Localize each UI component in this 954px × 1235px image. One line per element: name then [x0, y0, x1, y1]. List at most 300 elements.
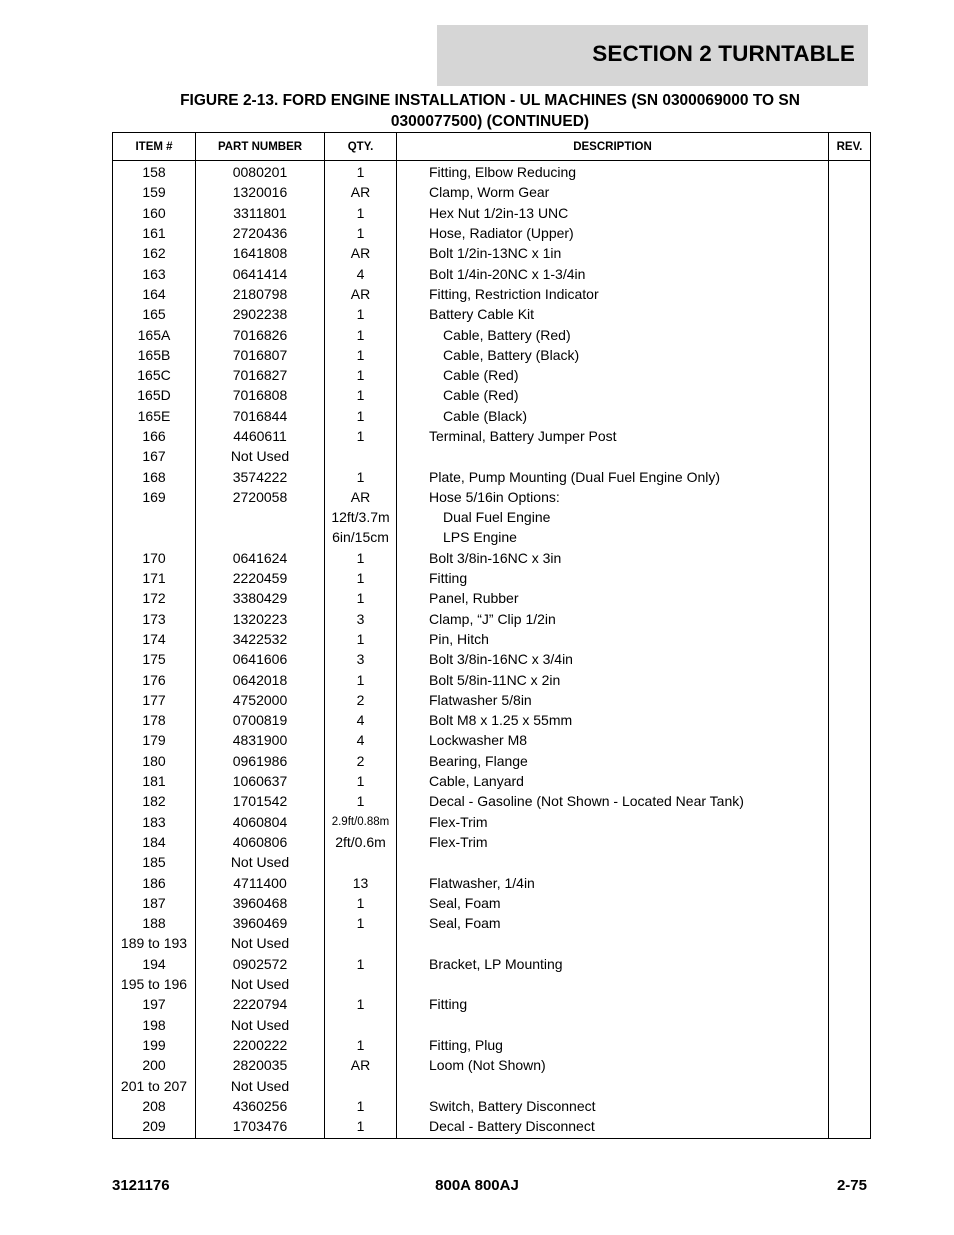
- description-cell: Decal - Battery Disconnect: [397, 1116, 829, 1139]
- figure-title: [100, 90, 880, 132]
- rev-cell: [829, 751, 871, 771]
- table-row: [113, 223, 871, 243]
- description-cell: LPS Engine: [397, 527, 829, 547]
- description-cell: Switch, Battery Disconnect: [397, 1096, 829, 1116]
- description-cell: [397, 933, 829, 953]
- qty-cell: 1: [325, 588, 397, 608]
- description-cell: Seal, Foam: [397, 893, 829, 913]
- qty-cell: 12ft/3.7m: [325, 507, 397, 527]
- rev-cell: [829, 812, 871, 832]
- part-number-cell: 2220459: [196, 568, 325, 588]
- qty-cell: [325, 933, 397, 953]
- item-cell: 184: [113, 832, 196, 852]
- table-row: [113, 629, 871, 649]
- description-cell: Flatwasher, 1/4in: [397, 872, 829, 892]
- table-row: [113, 609, 871, 629]
- item-cell: 165E: [113, 406, 196, 426]
- rev-cell: [829, 284, 871, 304]
- item-cell: [113, 527, 196, 547]
- item-cell: 187: [113, 893, 196, 913]
- description-cell: Flex-Trim: [397, 832, 829, 852]
- description-cell: [397, 1075, 829, 1095]
- description-cell: [397, 974, 829, 994]
- rev-cell: [829, 406, 871, 426]
- item-cell: 165C: [113, 365, 196, 385]
- item-cell: 165: [113, 304, 196, 324]
- rev-cell: [829, 710, 871, 730]
- table-row: [113, 933, 871, 953]
- description-cell: Bolt 3/8in-16NC x 3in: [397, 548, 829, 568]
- item-cell: 165A: [113, 324, 196, 344]
- table-row: [113, 1116, 871, 1139]
- description-cell: Hose 5/16in Options:: [397, 487, 829, 507]
- description-cell: Bolt 1/2in-13NC x 1in: [397, 243, 829, 263]
- rev-cell: [829, 913, 871, 933]
- rev-cell: [829, 690, 871, 710]
- table-row: [113, 730, 871, 750]
- rev-cell: [829, 527, 871, 547]
- rev-cell: [829, 649, 871, 669]
- part-number-cell: Not Used: [196, 1014, 325, 1034]
- part-number-cell: 4711400: [196, 872, 325, 892]
- table-row: [113, 203, 871, 223]
- table-row: [113, 974, 871, 994]
- item-cell: 200: [113, 1055, 196, 1075]
- qty-cell: AR: [325, 243, 397, 263]
- part-number-cell: Not Used: [196, 974, 325, 994]
- qty-cell: 1: [325, 365, 397, 385]
- table-row: [113, 507, 871, 527]
- description-cell: Fitting, Plug: [397, 1035, 829, 1055]
- table-row: [113, 812, 871, 832]
- description-cell: Bolt 3/8in-16NC x 3/4in: [397, 649, 829, 669]
- qty-cell: 1: [325, 669, 397, 689]
- description-cell: Fitting, Elbow Reducing: [397, 161, 829, 183]
- table-row: [113, 690, 871, 710]
- item-cell: 198: [113, 1014, 196, 1034]
- item-cell: 169: [113, 487, 196, 507]
- rev-cell: [829, 1116, 871, 1139]
- rev-cell: [829, 974, 871, 994]
- rev-cell: [829, 629, 871, 649]
- part-number-cell: 7016826: [196, 324, 325, 344]
- item-cell: 173: [113, 609, 196, 629]
- item-cell: 209: [113, 1116, 196, 1139]
- qty-cell: 1: [325, 385, 397, 405]
- table-row: [113, 324, 871, 344]
- item-cell: 175: [113, 649, 196, 669]
- part-number-cell: 0641414: [196, 263, 325, 283]
- part-number-cell: 3574222: [196, 466, 325, 486]
- table-row: [113, 365, 871, 385]
- section-banner: [437, 25, 868, 86]
- table-row: [113, 466, 871, 486]
- qty-cell: 1: [325, 426, 397, 446]
- item-cell: 158: [113, 161, 196, 183]
- table-row: [113, 1096, 871, 1116]
- qty-cell: 1: [325, 324, 397, 344]
- part-number-cell: 4752000: [196, 690, 325, 710]
- item-cell: 167: [113, 446, 196, 466]
- description-cell: Fitting, Restriction Indicator: [397, 284, 829, 304]
- description-cell: Battery Cable Kit: [397, 304, 829, 324]
- footer-page-number: 2-75: [836, 1177, 867, 1194]
- description-cell: Bolt 5/8in-11NC x 2in: [397, 669, 829, 689]
- part-number-cell: Not Used: [196, 1075, 325, 1095]
- table-row: [113, 1035, 871, 1055]
- table-row: [113, 304, 871, 324]
- item-cell: 179: [113, 730, 196, 750]
- item-cell: 174: [113, 629, 196, 649]
- qty-cell: 4: [325, 263, 397, 283]
- rev-cell: [829, 446, 871, 466]
- description-cell: Seal, Foam: [397, 913, 829, 933]
- qty-cell: AR: [325, 487, 397, 507]
- rev-cell: [829, 324, 871, 344]
- item-cell: 181: [113, 771, 196, 791]
- item-cell: 161: [113, 223, 196, 243]
- table-row: [113, 751, 871, 771]
- table-row: [113, 1075, 871, 1095]
- qty-cell: 1: [325, 954, 397, 974]
- part-number-cell: 1320016: [196, 182, 325, 202]
- qty-cell: [325, 974, 397, 994]
- qty-cell: 2: [325, 751, 397, 771]
- item-cell: 186: [113, 872, 196, 892]
- qty-cell: AR: [325, 1055, 397, 1075]
- part-number-cell: Not Used: [196, 446, 325, 466]
- part-number-cell: 0961986: [196, 751, 325, 771]
- description-cell: Flatwasher 5/8in: [397, 690, 829, 710]
- part-number-cell: Not Used: [196, 933, 325, 953]
- table-row: [113, 893, 871, 913]
- part-number-cell: [196, 507, 325, 527]
- qty-cell: 1: [325, 994, 397, 1014]
- footer-doc-number: 3121176: [112, 1177, 170, 1194]
- qty-cell: 1: [325, 161, 397, 183]
- section-title: SECTION 2 TURNTABLE: [592, 41, 855, 66]
- rev-cell: [829, 588, 871, 608]
- part-number-cell: 1641808: [196, 243, 325, 263]
- part-number-cell: 1703476: [196, 1116, 325, 1139]
- qty-cell: 2: [325, 690, 397, 710]
- rev-cell: [829, 263, 871, 283]
- part-number-cell: 7016807: [196, 345, 325, 365]
- rev-cell: [829, 832, 871, 852]
- header-description: DESCRIPTION: [397, 133, 829, 161]
- qty-cell: 4: [325, 710, 397, 730]
- item-cell: 185: [113, 852, 196, 872]
- qty-cell: 1: [325, 223, 397, 243]
- description-cell: Lockwasher M8: [397, 730, 829, 750]
- table-row: [113, 527, 871, 547]
- rev-cell: [829, 893, 871, 913]
- part-number-cell: 3960468: [196, 893, 325, 913]
- part-number-cell: 7016827: [196, 365, 325, 385]
- description-cell: Hex Nut 1/2in-13 UNC: [397, 203, 829, 223]
- figure-title-line-2: 0300077500) (CONTINUED): [390, 113, 590, 130]
- qty-cell: AR: [325, 182, 397, 202]
- part-number-cell: 2902238: [196, 304, 325, 324]
- header-qty: QTY.: [325, 133, 397, 161]
- rev-cell: [829, 1075, 871, 1095]
- rev-cell: [829, 852, 871, 872]
- item-cell: 168: [113, 466, 196, 486]
- rev-cell: [829, 345, 871, 365]
- part-number-cell: 3422532: [196, 629, 325, 649]
- table-row: [113, 791, 871, 811]
- table-row: [113, 771, 871, 791]
- rev-cell: [829, 791, 871, 811]
- item-cell: 163: [113, 263, 196, 283]
- part-number-cell: 4831900: [196, 730, 325, 750]
- qty-cell: 2ft/0.6m: [325, 832, 397, 852]
- rev-cell: [829, 771, 871, 791]
- item-cell: 172: [113, 588, 196, 608]
- item-cell: 178: [113, 710, 196, 730]
- table-row: [113, 446, 871, 466]
- item-cell: 201 to 207: [113, 1075, 196, 1095]
- part-number-cell: [196, 527, 325, 547]
- rev-cell: [829, 182, 871, 202]
- part-number-cell: 2220794: [196, 994, 325, 1014]
- qty-cell: 2.9ft/0.88m: [325, 812, 397, 832]
- item-cell: 165B: [113, 345, 196, 365]
- part-number-cell: 0642018: [196, 669, 325, 689]
- rev-cell: [829, 243, 871, 263]
- item-cell: 194: [113, 954, 196, 974]
- part-number-cell: 2820035: [196, 1055, 325, 1075]
- table-row: [113, 426, 871, 446]
- table-row: [113, 669, 871, 689]
- footer-model: 800A 800AJ: [435, 1177, 519, 1194]
- rev-cell: [829, 730, 871, 750]
- qty-cell: 1: [325, 304, 397, 324]
- part-number-cell: 3380429: [196, 588, 325, 608]
- description-cell: Hose, Radiator (Upper): [397, 223, 829, 243]
- table-row: [113, 263, 871, 283]
- description-cell: Decal - Gasoline (Not Shown - Located Near Tank): [397, 791, 829, 811]
- qty-cell: 1: [325, 913, 397, 933]
- description-cell: Bolt M8 x 1.25 x 55mm: [397, 710, 829, 730]
- qty-cell: 1: [325, 406, 397, 426]
- part-number-cell: 3311801: [196, 203, 325, 223]
- description-cell: Plate, Pump Mounting (Dual Fuel Engine Only): [397, 466, 829, 486]
- table-row: [113, 1055, 871, 1075]
- item-cell: 180: [113, 751, 196, 771]
- item-cell: 162: [113, 243, 196, 263]
- table-row: [113, 832, 871, 852]
- rev-cell: [829, 203, 871, 223]
- item-cell: 195 to 196: [113, 974, 196, 994]
- description-cell: Cable, Battery (Black): [397, 345, 829, 365]
- part-number-cell: 0700819: [196, 710, 325, 730]
- item-cell: [113, 507, 196, 527]
- description-cell: Loom (Not Shown): [397, 1055, 829, 1075]
- item-cell: 166: [113, 426, 196, 446]
- header-part-number: PART NUMBER: [196, 133, 325, 161]
- table-row: [113, 568, 871, 588]
- table-row: [113, 649, 871, 669]
- qty-cell: 3: [325, 609, 397, 629]
- table-row: [113, 284, 871, 304]
- qty-cell: 1: [325, 548, 397, 568]
- table-row: [113, 385, 871, 405]
- description-cell: Cable (Black): [397, 406, 829, 426]
- description-cell: Cable, Battery (Red): [397, 324, 829, 344]
- rev-cell: [829, 426, 871, 446]
- item-cell: 160: [113, 203, 196, 223]
- rev-cell: [829, 487, 871, 507]
- item-cell: 197: [113, 994, 196, 1014]
- rev-cell: [829, 161, 871, 183]
- part-number-cell: 0641606: [196, 649, 325, 669]
- table-row: [113, 852, 871, 872]
- part-number-cell: 4060806: [196, 832, 325, 852]
- qty-cell: 1: [325, 203, 397, 223]
- table-row: [113, 588, 871, 608]
- rev-cell: [829, 1014, 871, 1034]
- qty-cell: 1: [325, 1096, 397, 1116]
- item-cell: 208: [113, 1096, 196, 1116]
- rev-cell: [829, 669, 871, 689]
- description-cell: Terminal, Battery Jumper Post: [397, 426, 829, 446]
- rev-cell: [829, 568, 871, 588]
- table-row: [113, 994, 871, 1014]
- header-rev: REV.: [829, 133, 871, 161]
- item-cell: 182: [113, 791, 196, 811]
- parts-table-body: [113, 161, 871, 1139]
- description-cell: Cable, Lanyard: [397, 771, 829, 791]
- description-cell: Bolt 1/4in-20NC x 1-3/4in: [397, 263, 829, 283]
- qty-cell: 3: [325, 649, 397, 669]
- qty-cell: 4: [325, 730, 397, 750]
- rev-cell: [829, 365, 871, 385]
- part-number-cell: 3960469: [196, 913, 325, 933]
- item-cell: 183: [113, 812, 196, 832]
- item-cell: 170: [113, 548, 196, 568]
- table-row: [113, 872, 871, 892]
- description-cell: [397, 852, 829, 872]
- rev-cell: [829, 1055, 871, 1075]
- qty-cell: 1: [325, 345, 397, 365]
- table-header-row: [113, 133, 871, 161]
- table-row: [113, 710, 871, 730]
- table-row: [113, 954, 871, 974]
- rev-cell: [829, 1035, 871, 1055]
- qty-cell: 1: [325, 629, 397, 649]
- part-number-cell: 4060804: [196, 812, 325, 832]
- part-number-cell: 1701542: [196, 791, 325, 811]
- item-cell: 189 to 193: [113, 933, 196, 953]
- rev-cell: [829, 507, 871, 527]
- item-cell: 177: [113, 690, 196, 710]
- description-cell: Dual Fuel Engine: [397, 507, 829, 527]
- table-row: [113, 243, 871, 263]
- part-number-cell: 1060637: [196, 771, 325, 791]
- rev-cell: [829, 548, 871, 568]
- rev-cell: [829, 466, 871, 486]
- description-cell: Bearing, Flange: [397, 751, 829, 771]
- qty-cell: 1: [325, 1116, 397, 1139]
- item-cell: 164: [113, 284, 196, 304]
- part-number-cell: 2720058: [196, 487, 325, 507]
- item-cell: 171: [113, 568, 196, 588]
- qty-cell: 13: [325, 872, 397, 892]
- item-cell: 159: [113, 182, 196, 202]
- rev-cell: [829, 385, 871, 405]
- part-number-cell: 0641624: [196, 548, 325, 568]
- table-row: [113, 487, 871, 507]
- rev-cell: [829, 994, 871, 1014]
- qty-cell: 1: [325, 1035, 397, 1055]
- description-cell: Cable (Red): [397, 365, 829, 385]
- description-cell: Fitting: [397, 568, 829, 588]
- item-cell: 176: [113, 669, 196, 689]
- qty-cell: [325, 852, 397, 872]
- part-number-cell: 7016808: [196, 385, 325, 405]
- table-row: [113, 548, 871, 568]
- part-number-cell: 4360256: [196, 1096, 325, 1116]
- part-number-cell: 7016844: [196, 406, 325, 426]
- description-cell: Panel, Rubber: [397, 588, 829, 608]
- qty-cell: AR: [325, 284, 397, 304]
- parts-table: [112, 132, 871, 1139]
- table-row: [113, 161, 871, 183]
- part-number-cell: Not Used: [196, 852, 325, 872]
- description-cell: [397, 446, 829, 466]
- qty-cell: 1: [325, 771, 397, 791]
- qty-cell: 1: [325, 791, 397, 811]
- rev-cell: [829, 223, 871, 243]
- description-cell: Clamp, “J” Clip 1/2in: [397, 609, 829, 629]
- description-cell: [397, 1014, 829, 1034]
- figure-title-line-1: FIGURE 2-13. FORD ENGINE INSTALLATION - UL MACHINES (SN 0300069000 TO SN: [180, 92, 800, 109]
- part-number-cell: 1320223: [196, 609, 325, 629]
- qty-cell: 1: [325, 466, 397, 486]
- part-number-cell: 0902572: [196, 954, 325, 974]
- qty-cell: [325, 446, 397, 466]
- qty-cell: [325, 1075, 397, 1095]
- description-cell: Fitting: [397, 994, 829, 1014]
- rev-cell: [829, 872, 871, 892]
- part-number-cell: 2200222: [196, 1035, 325, 1055]
- rev-cell: [829, 304, 871, 324]
- item-cell: 165D: [113, 385, 196, 405]
- description-cell: Clamp, Worm Gear: [397, 182, 829, 202]
- part-number-cell: 2180798: [196, 284, 325, 304]
- part-number-cell: 2720436: [196, 223, 325, 243]
- table-row: [113, 182, 871, 202]
- qty-cell: 1: [325, 568, 397, 588]
- part-number-cell: 0080201: [196, 161, 325, 183]
- qty-cell: 1: [325, 893, 397, 913]
- description-cell: Cable (Red): [397, 385, 829, 405]
- header-item: ITEM #: [113, 133, 196, 161]
- table-row: [113, 913, 871, 933]
- rev-cell: [829, 954, 871, 974]
- item-cell: 188: [113, 913, 196, 933]
- qty-cell: [325, 1014, 397, 1034]
- part-number-cell: 4460611: [196, 426, 325, 446]
- table-row: [113, 406, 871, 426]
- rev-cell: [829, 933, 871, 953]
- description-cell: Flex-Trim: [397, 812, 829, 832]
- table-row: [113, 345, 871, 365]
- rev-cell: [829, 1096, 871, 1116]
- description-cell: Bracket, LP Mounting: [397, 954, 829, 974]
- rev-cell: [829, 609, 871, 629]
